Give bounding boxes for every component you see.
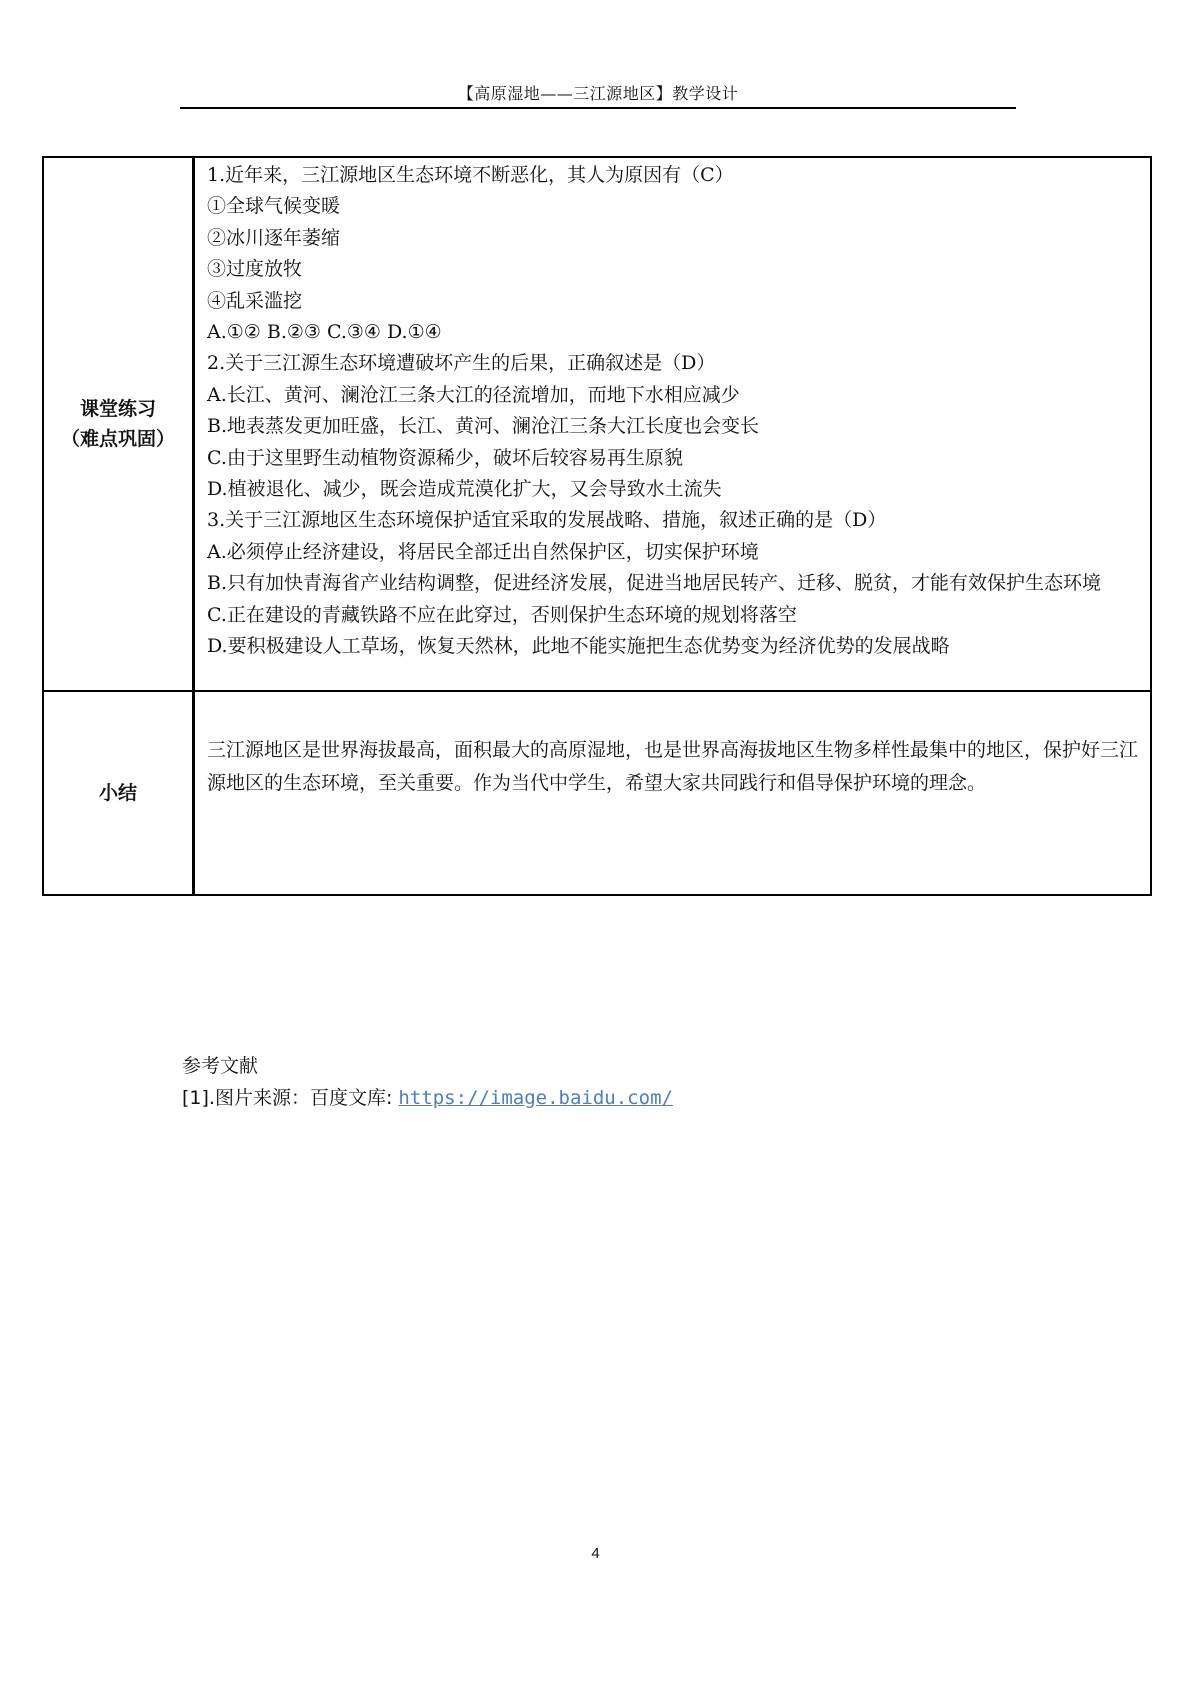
question-2-option-b: B.地表蒸发更加旺盛，长江、黄河、澜沧江三条大江长度也会变长 <box>207 415 760 438</box>
question-1-item-1: ①全球气候变暖 <box>207 195 341 218</box>
question-3-option-a: A.必须停止经济建设，将居民全部迁出自然保护区，切实保护环境 <box>207 540 759 563</box>
question-2-option-a: A.长江、黄河、澜沧江三条大江的径流增加，而地下水相应减少 <box>207 383 740 406</box>
lesson-table <box>42 156 1152 896</box>
page-header-title: 【高原湿地——三江源地区】教学设计 <box>457 84 739 103</box>
question-3: 3.关于三江源地区生态环境保护适宜采取的发展战略、措施，叙述正确的是（D） <box>207 509 887 532</box>
question-2-option-d: D.植被退化、减少，既会造成荒漠化扩大，又会导致水土流失 <box>207 478 722 501</box>
exercise-content-cell <box>194 157 1152 691</box>
exercise-sublabel: （难点巩固） <box>60 428 175 450</box>
references-section <box>182 1050 673 1114</box>
summary-label: 小结 <box>98 782 137 804</box>
question-3-option-b: B.只有加快青海省产业结构调整，促进经济发展，促进当地居民转产、迁移、脱贫，才能有效保护生态环境 <box>207 572 1102 595</box>
question-2-option-c: C.由于这里野生动植物资源稀少，破坏后较容易再生原貌 <box>207 446 683 469</box>
summary-content-cell <box>194 691 1152 895</box>
question-3-option-c: C.正在建设的青藏铁路不应在此穿过，否则保护生态环境的规划将落空 <box>207 603 797 626</box>
question-1-options: A.①② B.②③ C.③④ D.①④ <box>207 321 442 344</box>
question-1-item-2: ②冰川逐年萎缩 <box>207 226 341 249</box>
summary-row <box>43 691 1151 895</box>
page-number: 4 <box>591 1545 600 1562</box>
summary-label-cell <box>43 691 194 895</box>
references-title: 参考文献 <box>182 1055 259 1077</box>
exercise-label-cell <box>43 157 194 691</box>
header-divider <box>180 107 1016 109</box>
reference-link[interactable]: https://image.baidu.com/ <box>398 1087 673 1109</box>
exercise-label: 课堂练习 <box>79 398 156 420</box>
question-1: 1.近年来，三江源地区生态环境不断恶化，其人为原因有（C） <box>207 164 734 186</box>
reference-item <box>182 1082 673 1114</box>
question-3-option-d: D.要积极建设人工草场，恢复天然林，此地不能实施把生态优势变为经济优势的发展战略 <box>207 635 950 658</box>
exercise-row <box>43 157 1151 691</box>
reference-prefix: [1].图片来源：百度文库: <box>182 1087 393 1109</box>
question-1-item-3: ③过度放牧 <box>207 258 303 281</box>
summary-text: 三江源地区是世界海拔最高，面积最大的高原湿地，也是世界高海拔地区生物多样性最集中的地区，保护好三江源地区的生态环境，至关重要。作为当代中学生，希望大家共同践行和倡导保护环境的理念。 <box>207 739 1139 794</box>
question-1-item-4: ④乱采滥挖 <box>207 289 303 312</box>
question-2: 2.关于三江源生态环境遭破坏产生的后果，正确叙述是（D） <box>207 352 716 375</box>
